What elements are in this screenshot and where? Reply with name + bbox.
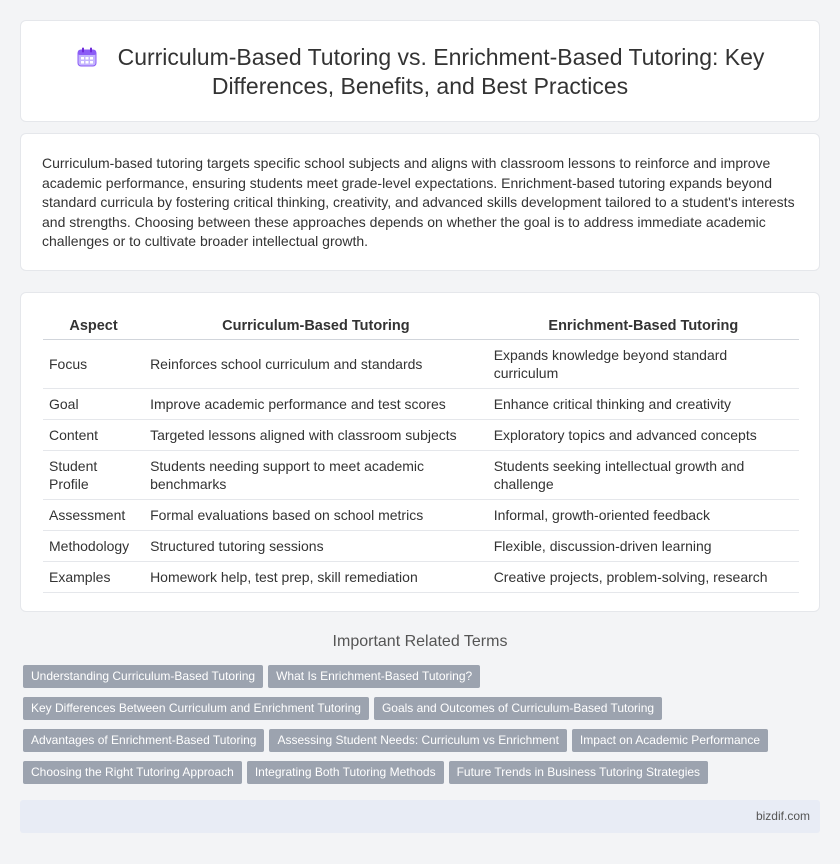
row-curriculum: Targeted lessons aligned with classroom subjects — [144, 420, 488, 451]
row-enrichment: Students seeking intellectual growth and challenge — [488, 451, 799, 500]
table-row — [43, 451, 799, 500]
tag-row — [23, 697, 823, 729]
row-enrichment: Enhance critical thinking and creativity — [488, 389, 799, 420]
row-aspect: Focus — [43, 340, 144, 389]
header-curriculum: Curriculum-Based Tutoring — [144, 315, 488, 340]
title-wrap — [21, 43, 819, 101]
row-enrichment: Creative projects, problem-solving, research — [488, 562, 799, 593]
row-curriculum: Students needing support to meet academic benchmarks — [144, 451, 488, 500]
table-header-row — [43, 315, 799, 340]
row-enrichment: Informal, growth-oriented feedback — [488, 500, 799, 531]
row-aspect: Assessment — [43, 500, 144, 531]
row-curriculum: Reinforces school curriculum and standards — [144, 340, 488, 389]
intro-card — [20, 133, 820, 271]
related-term-tag[interactable]: Understanding Curriculum-Based Tutoring — [23, 665, 263, 688]
table-row — [43, 500, 799, 531]
related-term-tag[interactable]: Impact on Academic Performance — [572, 729, 768, 752]
header-enrichment: Enrichment-Based Tutoring — [488, 315, 799, 340]
page-title — [51, 43, 789, 101]
related-term-tag[interactable]: Key Differences Between Curriculum and Enrichment Tutoring — [23, 697, 369, 720]
related-terms-title: Important Related Terms — [332, 633, 508, 650]
related-term-tag[interactable]: Advantages of Enrichment-Based Tutoring — [23, 729, 264, 752]
footer-site-link[interactable]: bizdif.com — [755, 809, 810, 823]
related-term-tag[interactable]: Assessing Student Needs: Curriculum vs Enrichment — [269, 729, 566, 752]
intro-paragraph: Curriculum-based tutoring targets specific school subjects and aligns with classroom lessons to reinforce and improve academic performance, ensuring students meet grade-level expectations. Enrichment-based tutoring expands beyond standard curricula by fostering critical thinking, creativity, and advanced skills development tailored to a student's interests and strengths. Choosing between these approaches depends on whether the goal is to address immediate academic challenges or to cultivate broader intellectual growth. — [42, 155, 795, 249]
comparison-table — [43, 315, 799, 593]
header-aspect: Aspect — [43, 315, 144, 340]
comparison-card — [20, 292, 820, 612]
related-term-tag[interactable]: Goals and Outcomes of Curriculum-Based Tutoring — [374, 697, 662, 720]
calendar-icon — [76, 46, 98, 68]
table-row — [43, 531, 799, 562]
footer — [20, 800, 820, 833]
row-aspect: Goal — [43, 389, 144, 420]
row-aspect: Content — [43, 420, 144, 451]
row-enrichment: Expands knowledge beyond standard curriculum — [488, 340, 799, 389]
row-aspect: Methodology — [43, 531, 144, 562]
related-term-tag[interactable]: Integrating Both Tutoring Methods — [247, 761, 444, 784]
row-aspect: Examples — [43, 562, 144, 593]
table-row — [43, 562, 799, 593]
row-curriculum: Homework help, test prep, skill remediation — [144, 562, 488, 593]
tag-row — [23, 665, 823, 697]
row-enrichment: Exploratory topics and advanced concepts — [488, 420, 799, 451]
page-title-text: Curriculum-Based Tutoring vs. Enrichment-Based Tutoring: Key Differences, Benefits, and Best Practices — [117, 44, 765, 99]
related-terms-list — [23, 665, 823, 793]
tag-row — [23, 729, 823, 761]
related-term-tag[interactable]: Choosing the Right Tutoring Approach — [23, 761, 242, 784]
table-row — [43, 389, 799, 420]
table-row — [43, 340, 799, 389]
title-card — [20, 20, 820, 122]
tag-row — [23, 761, 823, 793]
row-curriculum: Structured tutoring sessions — [144, 531, 488, 562]
row-curriculum: Formal evaluations based on school metrics — [144, 500, 488, 531]
table-row — [43, 420, 799, 451]
row-aspect: Student Profile — [43, 451, 144, 500]
row-enrichment: Flexible, discussion-driven learning — [488, 531, 799, 562]
row-curriculum: Improve academic performance and test scores — [144, 389, 488, 420]
related-term-tag[interactable]: What Is Enrichment-Based Tutoring? — [268, 665, 480, 688]
related-term-tag[interactable]: Future Trends in Business Tutoring Strategies — [449, 761, 708, 784]
